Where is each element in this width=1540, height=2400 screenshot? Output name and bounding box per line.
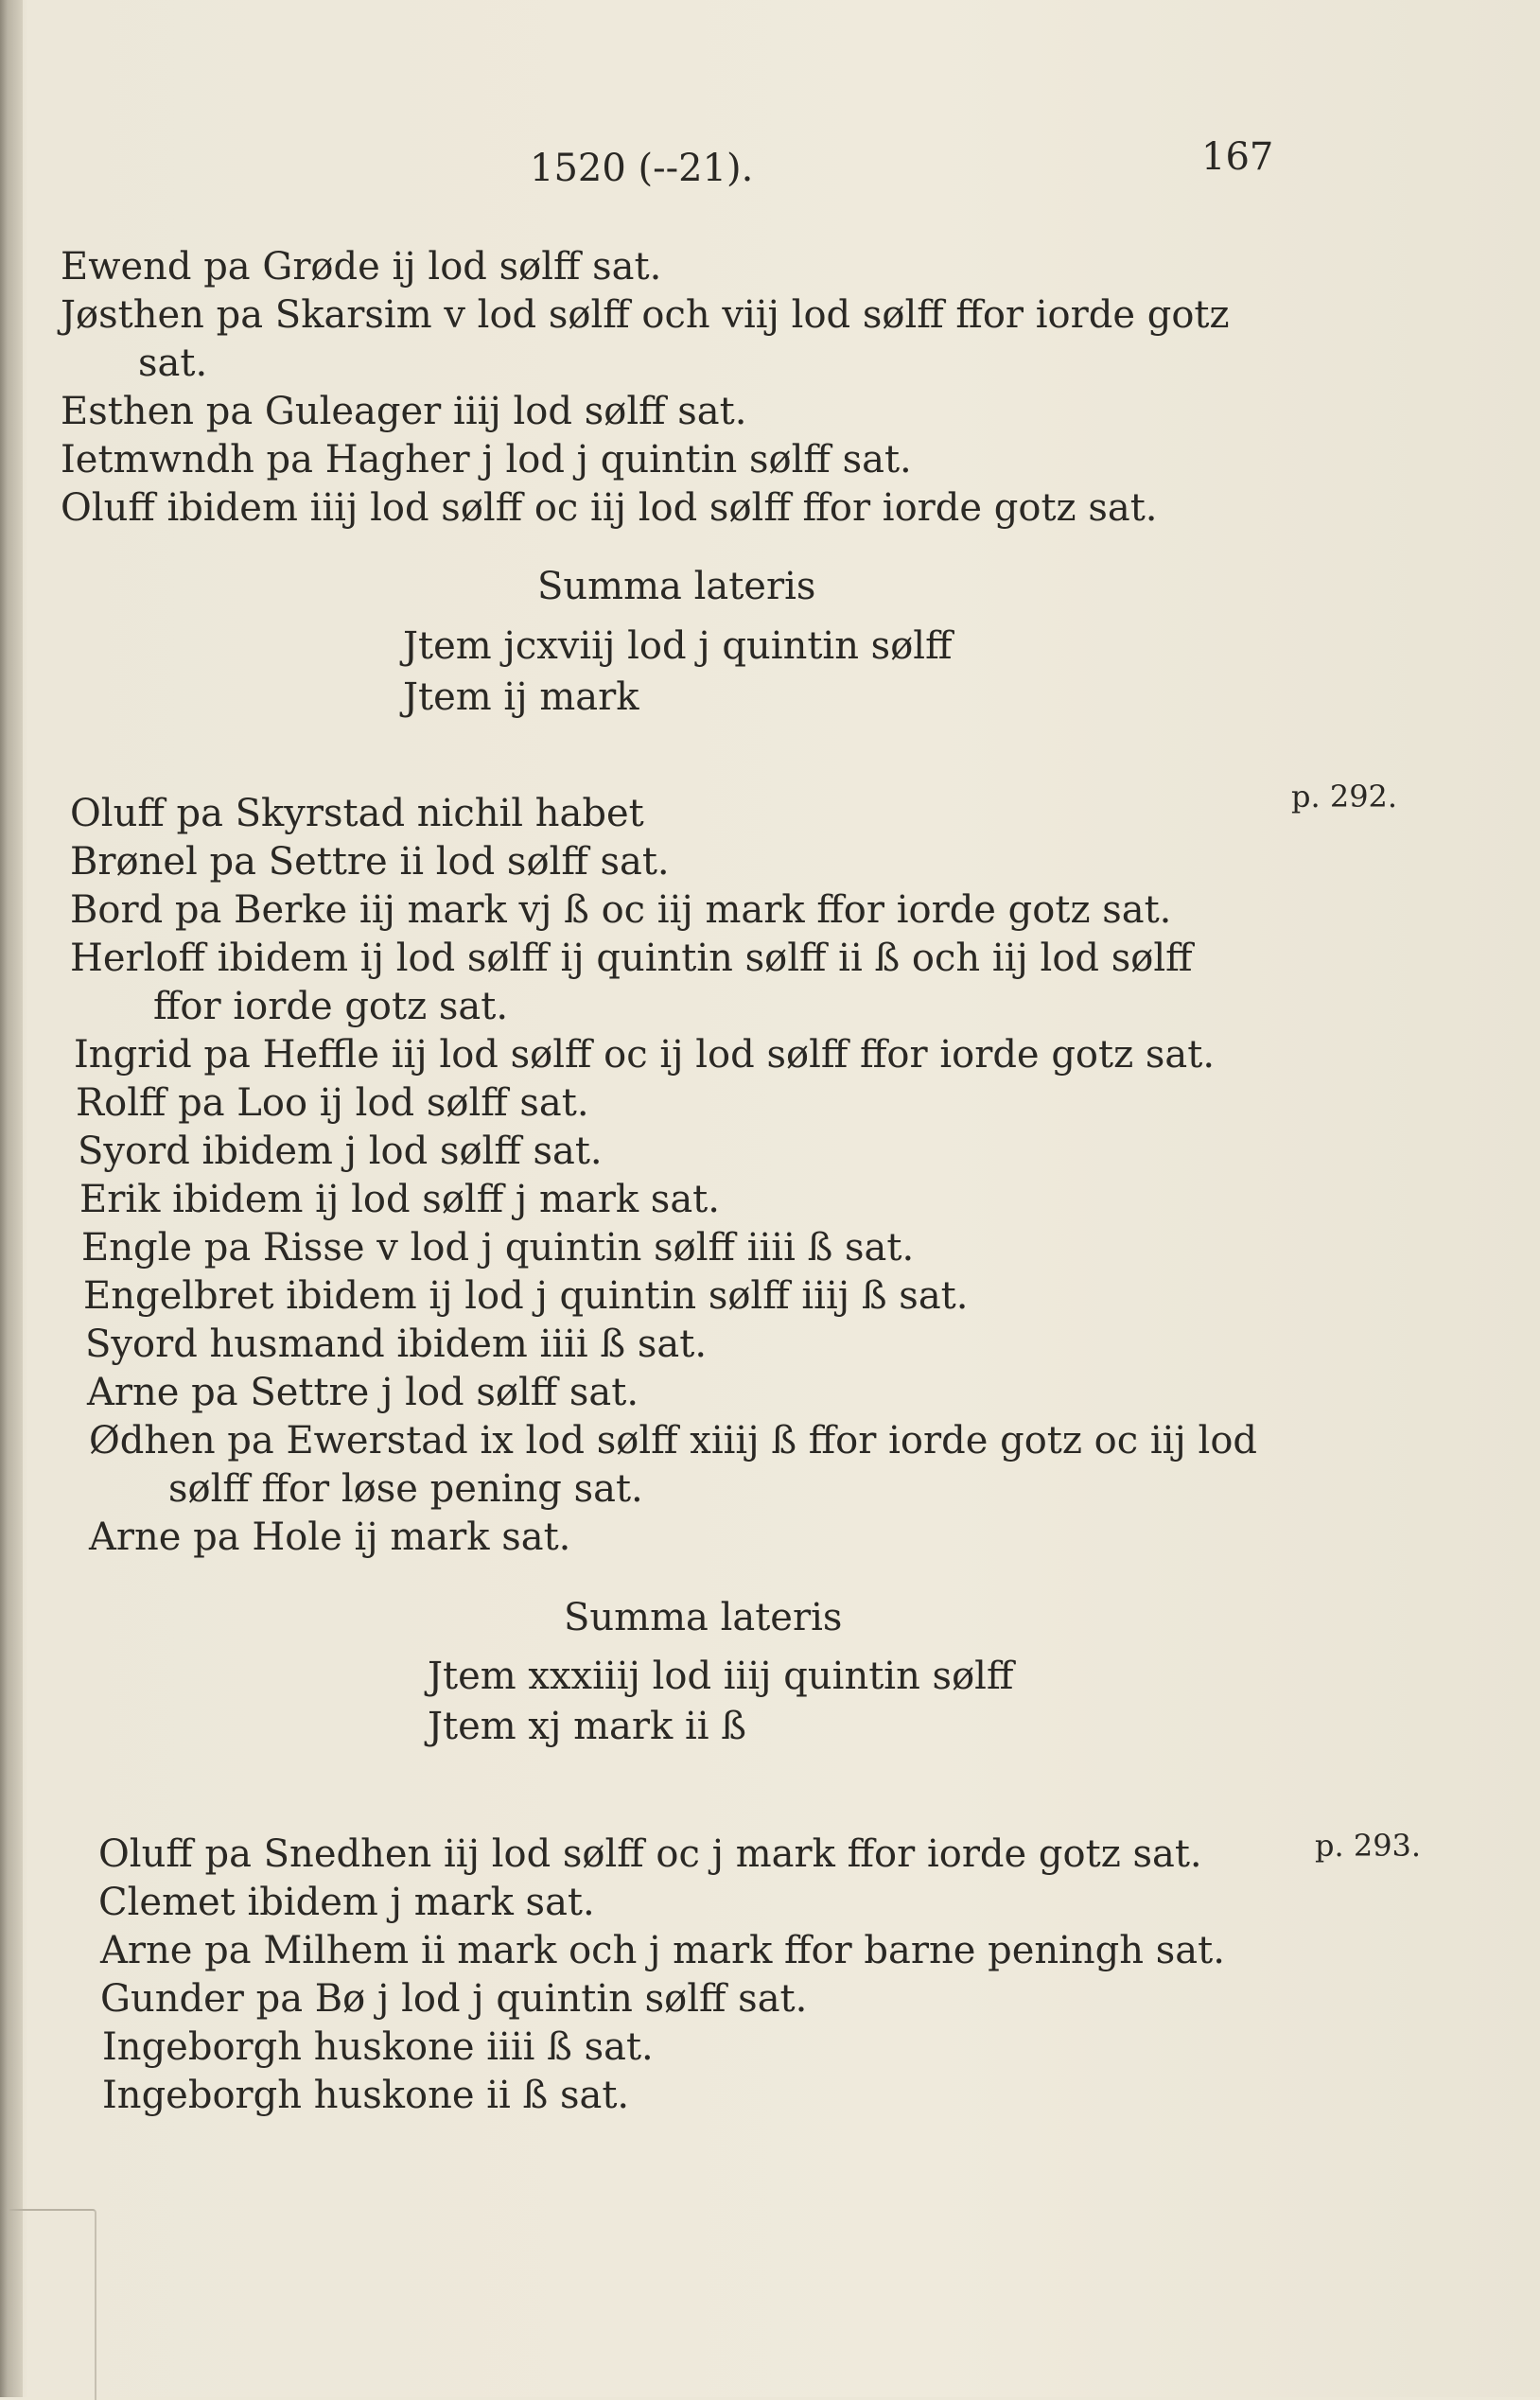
entry-line: Oluff pa Skyrstad nichil habet <box>70 792 644 835</box>
entry-line: Ewend pa Grøde ij lod sølff sat. <box>61 245 662 289</box>
entry-line: Ingeborgh huskone iiii ß sat. <box>102 2025 654 2069</box>
entry-line: Syord husmand ibidem iiii ß sat. <box>85 1323 708 1366</box>
entry-line: Bord pa Berke iij mark vj ß oc iij mark ffor iorde gotz sat. <box>70 888 1172 932</box>
entry-line: Arne pa Settre j lod sølff sat. <box>87 1371 639 1414</box>
summa-item: Jtem xj mark ii ß <box>428 1705 746 1748</box>
entry-line: Ingeborgh huskone ii ß sat. <box>102 2074 630 2117</box>
summa-item: Jtem ij mark <box>403 675 639 719</box>
entry-line: Engle pa Risse v lod j quintin sølff iiii ß sat. <box>81 1226 915 1270</box>
entry-line: Jøsthen pa Skarsim v lod sølff och viij lod sølff ffor iorde gotz <box>61 293 1230 337</box>
margin-note: p. 293. <box>1315 1828 1422 1864</box>
summa-item: Jtem xxxiiij lod iiij quintin sølff <box>428 1655 1014 1698</box>
entry-line: Esthen pa Guleager iiij lod sølff sat. <box>61 390 747 433</box>
running-title: 1520 (--21). <box>530 147 754 190</box>
entry-line: Engelbret ibidem ij lod j quintin sølff iiij ß sat. <box>83 1274 969 1318</box>
summa-item: Jtem jcxviij lod j quintin sølff <box>403 624 953 668</box>
entry-line-continued: ffor iorde gotz sat. <box>153 985 509 1028</box>
entry-line: Syord ibidem j lod sølff sat. <box>78 1130 603 1173</box>
entry-line: Brønel pa Settre ii lod sølff sat. <box>70 840 670 884</box>
entry-line-continued: sølff ffor løse pening sat. <box>168 1467 643 1511</box>
entry-line: Ingrid pa Heffle iij lod sølff oc ij lod sølff ffor iorde gotz sat. <box>74 1033 1216 1077</box>
entry-line: Gunder pa Bø j lod j quintin sølff sat. <box>100 1977 808 2021</box>
entry-line: Arne pa Milhem ii mark och j mark ffor barne peningh sat. <box>100 1929 1225 1972</box>
entry-line: Ødhen pa Ewerstad ix lod sølff xiiij ß ffor iorde gotz oc iij lod <box>89 1419 1258 1463</box>
entry-line: Ietmwndh pa Hagher j lod j quintin sølff sat. <box>61 438 912 482</box>
page-number: 167 <box>1201 135 1274 179</box>
margin-note: p. 292. <box>1291 779 1398 815</box>
summa-title: Summa lateris <box>564 1596 843 1639</box>
entry-line: Herloff ibidem ij lod sølff ij quintin sølff ii ß och iij lod sølff <box>70 937 1193 980</box>
entry-line: Clemet ibidem j mark sat. <box>98 1881 595 1924</box>
entry-line: Rolff pa Loo ij lod sølff sat. <box>76 1081 589 1125</box>
plate-mark <box>9 2209 96 2400</box>
summa-title: Summa lateris <box>537 565 816 608</box>
entry-line: Erik ibidem ij lod sølff j mark sat. <box>79 1178 720 1221</box>
page-binding-edge <box>0 0 23 2397</box>
entry-line: Arne pa Hole ij mark sat. <box>89 1515 571 1559</box>
entry-line: Oluff pa Snedhen iij lod sølff oc j mark ffor iorde gotz sat. <box>98 1832 1202 1876</box>
entry-line: Oluff ibidem iiij lod sølff oc iij lod sølff ffor iorde gotz sat. <box>61 486 1158 530</box>
entry-line-continued: sat. <box>138 342 208 385</box>
